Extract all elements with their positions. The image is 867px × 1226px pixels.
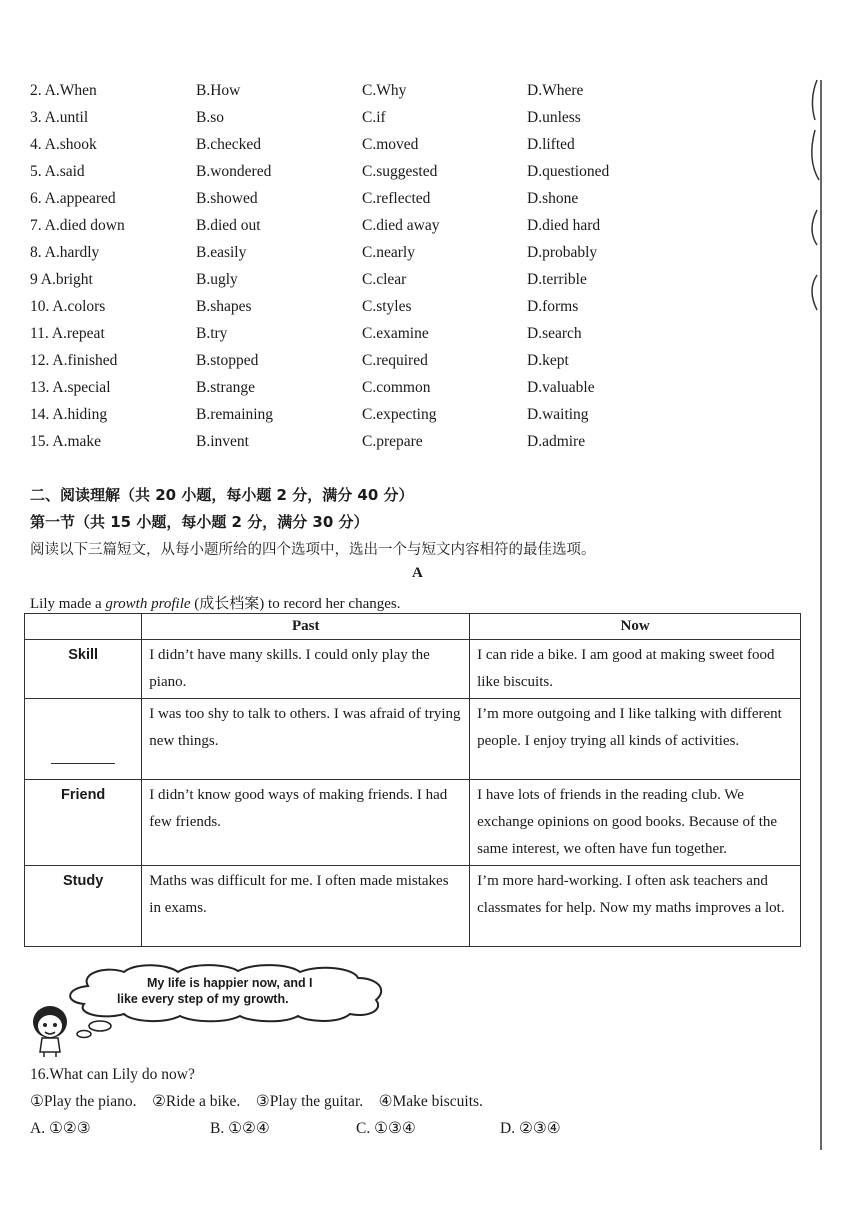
option-d: D.kept <box>527 352 569 369</box>
option-a: 9 A.bright <box>30 271 93 288</box>
option-row <box>0 190 800 217</box>
option-row <box>0 271 800 298</box>
option-a: 13. A.special <box>30 379 111 396</box>
option-b: B.ugly <box>196 271 238 288</box>
option-a: 14. A.hiding <box>30 406 108 423</box>
table-row <box>25 866 801 947</box>
option-row <box>0 298 800 325</box>
now-cell: I can ride a bike. I am good at making sweet food like biscuits. <box>470 640 801 699</box>
option-c: C.expecting <box>362 406 437 423</box>
page-edge-marks <box>805 60 865 1160</box>
table-header-row <box>25 614 801 640</box>
option-b: B.so <box>196 109 224 126</box>
option-a: 10. A.colors <box>30 298 106 315</box>
option-a: 12. A.finished <box>30 352 118 369</box>
option-row <box>0 379 800 406</box>
past-cell: Maths was difficult for me. I often made mistakes in exams. <box>142 866 470 947</box>
option-b: B.strange <box>196 379 255 396</box>
option-d: D.admire <box>527 433 586 450</box>
intro-text-before: Lily made a <box>30 596 106 612</box>
table-row <box>25 640 801 699</box>
question-items: ①Play the piano. ②Ride a bike. ③Play the guitar. ④Make biscuits. <box>30 1093 483 1110</box>
option-row <box>0 433 800 460</box>
table-row <box>25 780 801 866</box>
option-a: 2. A.When <box>30 82 97 99</box>
row-label-blank <box>25 699 142 780</box>
option-c: C.Why <box>362 82 407 99</box>
option-b: B.showed <box>196 190 258 207</box>
table-row <box>25 699 801 780</box>
option-a: 8. A.hardly <box>30 244 100 261</box>
option-row <box>0 217 800 244</box>
option-c: C.common <box>362 379 431 396</box>
intro-text-after: (成长档案) to record her changes. <box>190 596 401 612</box>
option-a: 5. A.said <box>30 163 85 180</box>
option-row <box>0 406 800 433</box>
option-c: C.died away <box>362 217 440 234</box>
past-cell: I didn’t know good ways of making friends. I had few friends. <box>142 780 470 866</box>
option-b: B.wondered <box>196 163 272 180</box>
part-title: 第一节（共 15 小题，每小题 2 分，满分 30 分） <box>30 513 369 531</box>
option-row <box>0 244 800 271</box>
option-b: B.try <box>196 325 228 342</box>
row-label: Skill <box>25 640 142 699</box>
option-c: C.prepare <box>362 433 423 450</box>
option-c: C.required <box>362 352 428 369</box>
option-c: C.suggested <box>362 163 438 180</box>
now-cell: I have lots of friends in the reading club. We exchange opinions on good books. Because of the same interest, we often have fun together. <box>470 780 801 866</box>
passage-label: A <box>412 565 423 581</box>
answer-option-a[interactable]: A. ①②③ <box>30 1120 91 1137</box>
option-row <box>0 325 800 352</box>
header-past: Past <box>142 614 470 640</box>
past-cell: I didn’t have many skills. I could only play the piano. <box>142 640 470 699</box>
row-label: Friend <box>25 780 142 866</box>
option-c: C.examine <box>362 325 429 342</box>
answer-option-c[interactable]: C. ①③④ <box>356 1120 416 1137</box>
answer-option-d[interactable]: D. ②③④ <box>500 1120 561 1137</box>
option-b: B.invent <box>196 433 249 450</box>
row-label: Study <box>25 866 142 947</box>
option-d: D.died hard <box>527 217 601 234</box>
past-cell: I was too shy to talk to others. I was afraid of trying new things. <box>142 699 470 780</box>
option-b: B.checked <box>196 136 261 153</box>
option-row <box>0 163 800 190</box>
girl-cartoon-icon <box>33 1006 67 1057</box>
option-d: D.lifted <box>527 136 575 153</box>
option-d: D.shone <box>527 190 579 207</box>
passage-intro <box>30 592 400 613</box>
option-b: B.died out <box>196 217 261 234</box>
option-d: D.unless <box>527 109 581 126</box>
option-a: 4. A.shook <box>30 136 97 153</box>
answer-option-b[interactable]: B. ①②④ <box>210 1120 270 1137</box>
option-a: 11. A.repeat <box>30 325 105 342</box>
growth-profile-table <box>24 613 801 947</box>
now-cell: I’m more outgoing and I like talking with different people. I enjoy trying all kinds of activities. <box>470 699 801 780</box>
section-title: 二、阅读理解（共 20 小题，每小题 2 分，满分 40 分） <box>30 486 414 504</box>
option-row <box>0 109 800 136</box>
option-c: C.reflected <box>362 190 431 207</box>
option-c: C.clear <box>362 271 407 288</box>
option-d: D.valuable <box>527 379 595 396</box>
option-d: D.questioned <box>527 163 610 180</box>
option-a: 3. A.until <box>30 109 89 126</box>
option-b: B.stopped <box>196 352 259 369</box>
option-b: B.easily <box>196 244 247 261</box>
option-row <box>0 136 800 163</box>
option-d: D.terrible <box>527 271 587 288</box>
option-b: B.shapes <box>196 298 252 315</box>
header-blank <box>25 614 142 640</box>
option-c: C.moved <box>362 136 419 153</box>
option-c: C.styles <box>362 298 412 315</box>
now-cell: I’m more hard-working. I often ask teachers and classmates for help. Now my maths improves a lot. <box>470 866 801 947</box>
option-a: 6. A.appeared <box>30 190 116 207</box>
instruction: 阅读以下三篇短文，从每小题所给的四个选项中，选出一个与短文内容相符的最佳选项。 <box>30 542 596 558</box>
option-row <box>0 82 800 109</box>
question-stem: 16.What can Lily do now? <box>30 1066 195 1083</box>
answer-blank-line <box>51 763 115 764</box>
option-row <box>0 352 800 379</box>
option-b: B.How <box>196 82 241 99</box>
bubble-line-2: like every step of my growth. <box>117 992 289 1006</box>
option-d: D.waiting <box>527 406 589 423</box>
header-now: Now <box>470 614 801 640</box>
option-d: D.forms <box>527 298 579 315</box>
option-c: C.if <box>362 109 386 126</box>
option-d: D.Where <box>527 82 584 99</box>
option-a: 15. A.make <box>30 433 102 450</box>
option-a: 7. A.died down <box>30 217 125 234</box>
option-c: C.nearly <box>362 244 415 261</box>
intro-italic: growth profile <box>105 596 191 612</box>
option-d: D.probably <box>527 244 598 261</box>
bubble-line-1: My life is happier now, and I <box>147 976 313 990</box>
option-d: D.search <box>527 325 582 342</box>
option-b: B.remaining <box>196 406 274 423</box>
